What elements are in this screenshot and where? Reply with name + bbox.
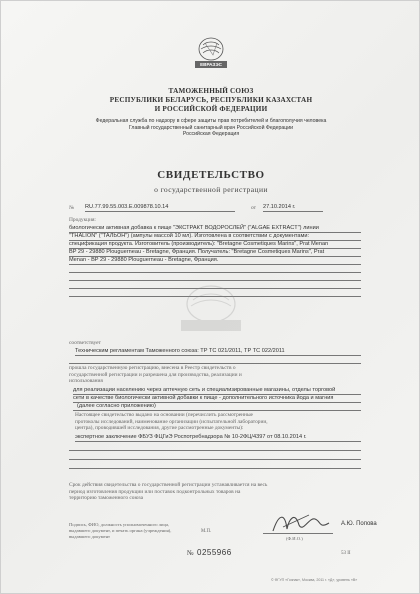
fio-label: (Ф.И.О.) [286,536,303,541]
signature-line [263,526,333,534]
header-title-line: РЕСПУБЛИКИ БЕЛАРУСЬ, РЕСПУБЛИКИ КАЗАХСТАН [109,96,313,104]
conformity-label: соответствует [69,340,101,346]
blank-line [69,265,361,273]
authority-line: Федеральная служба по надзору в сфере защиты прав потребителей и благополучия человека [95,118,327,124]
authority-block [1,118,420,138]
form-code: 53 II [341,551,351,556]
certificate-date: 27.10.2014 г. [263,204,323,212]
blank-line [69,452,361,460]
blank-line [69,273,361,281]
product-line: "THALION" ("ТАЛЬОН") (ампулы массой 10 мл). Изготовлена в соответствии с документами: [69,233,361,241]
document-subtitle: о государственной регистрации [154,185,268,194]
serial-number: 0255966 [197,548,232,557]
blank-line [69,356,361,364]
usage-line: (далее согласно приложению) [73,403,361,411]
signature-caption [69,522,219,539]
usage-line: сети в качестве биологически активной добавки к пище - дополнительного источника йода и магния [73,395,361,403]
certificate-number: RU.77.99.55.003.E.009878.10.14 [85,204,235,212]
basis-value: экспертное заключение ФБУЗ ФЦГиЭ Роспотребнадзора № 10-2ФЦ/4397 от 08.10.2014 г. [75,434,361,442]
product-label: Продукция: [69,217,96,223]
document-title: СВИДЕТЕЛЬСТВО [157,169,265,181]
serial-label: № [187,549,194,557]
signature-caption-line: выдавшего документ [69,533,111,539]
header-title-line: ТАМОЖЕННЫЙ СОЮЗ [168,87,254,95]
print-info: © ФГУП «Гознак», Москва, 2011 г. «Д», уровень «B» [271,578,358,582]
eurasec-logo [191,35,231,71]
logo-text: ЕВРАЗЭС [200,61,222,67]
registration-statement [69,365,361,385]
signature-caption-line: Подпись, ФИО, должность уполномоченного лица, [69,522,170,527]
product-line: спецификация продукта. Изготовитель (производитель): "Bretagne Cosmetiques Marins", Prat Menan [69,241,361,249]
authority-line: Главный государственный санитарный врач Российской Федерации [128,124,294,131]
registration-line: использования [69,378,103,385]
registration-line: государственной регистрации и разрешена для производства, реализации и [69,371,242,378]
date-label: от [251,205,256,211]
number-label: № [69,205,75,211]
basis-block [75,412,361,432]
basis-line: протоколы исследований, наименование организации (испытательной лаборатории, [75,418,268,425]
validity-block [69,482,361,502]
product-line: биологически активная добавка к пище "ЭКСТРАКТ ВОДОРОСЛЕЙ" ("ALGAE EXTRACT") линии [69,225,361,233]
mp-label: М.П. [201,529,212,534]
signatory-name: А.Ю. Попова [341,521,377,527]
signature-mark [269,507,339,539]
basis-line: центра), проводившей исследования, другие рассмотренные документы): [75,425,244,432]
product-line: Menan - BP 29 - 29880 Plouguerneau - Bretagne, Франция. [69,257,361,265]
basis-line: Настоящее свидетельство выдано на основании (перечислить рассмотренные [75,412,253,418]
watermark-emblem-icon [171,284,251,332]
handwritten-signature-icon [269,507,339,539]
product-line: BP 29 - 29880 Plouguerneau - Bretagne, Франция. Получатель: "Bretagne Cosmetiques Marins", Prat [69,249,361,257]
conformity-text: Техническим регламентам Таможенного союза: ТР ТС 021/2011, ТР ТС 022/2011 [75,348,361,356]
header-title-line: И РОССИЙСКОЙ ФЕДЕРАЦИИ [154,105,268,113]
blank-line [69,461,361,469]
blank-line [69,443,361,451]
registration-line: прошла государственную регистрацию, внесена в Реестр свидетельств о [69,365,236,371]
watermark-logo [171,284,251,332]
usage-line: для реализации населению через аптечную сеть и специализированные магазины, отделы торговой [73,387,361,395]
validity-line: территорию таможенного союза [69,495,144,502]
validity-line: период изготовления продукции или поставок подконтрольных товаров на [69,488,241,495]
signature-caption-line: выдавшего документ, и печать органа (учреждения), [69,527,172,533]
authority-line: Российская Федерация [182,131,240,138]
usage-block [73,387,361,411]
validity-line: Срок действия свидетельства о государственной регистрации устанавливается на весь [69,482,268,488]
header-title [1,87,420,114]
